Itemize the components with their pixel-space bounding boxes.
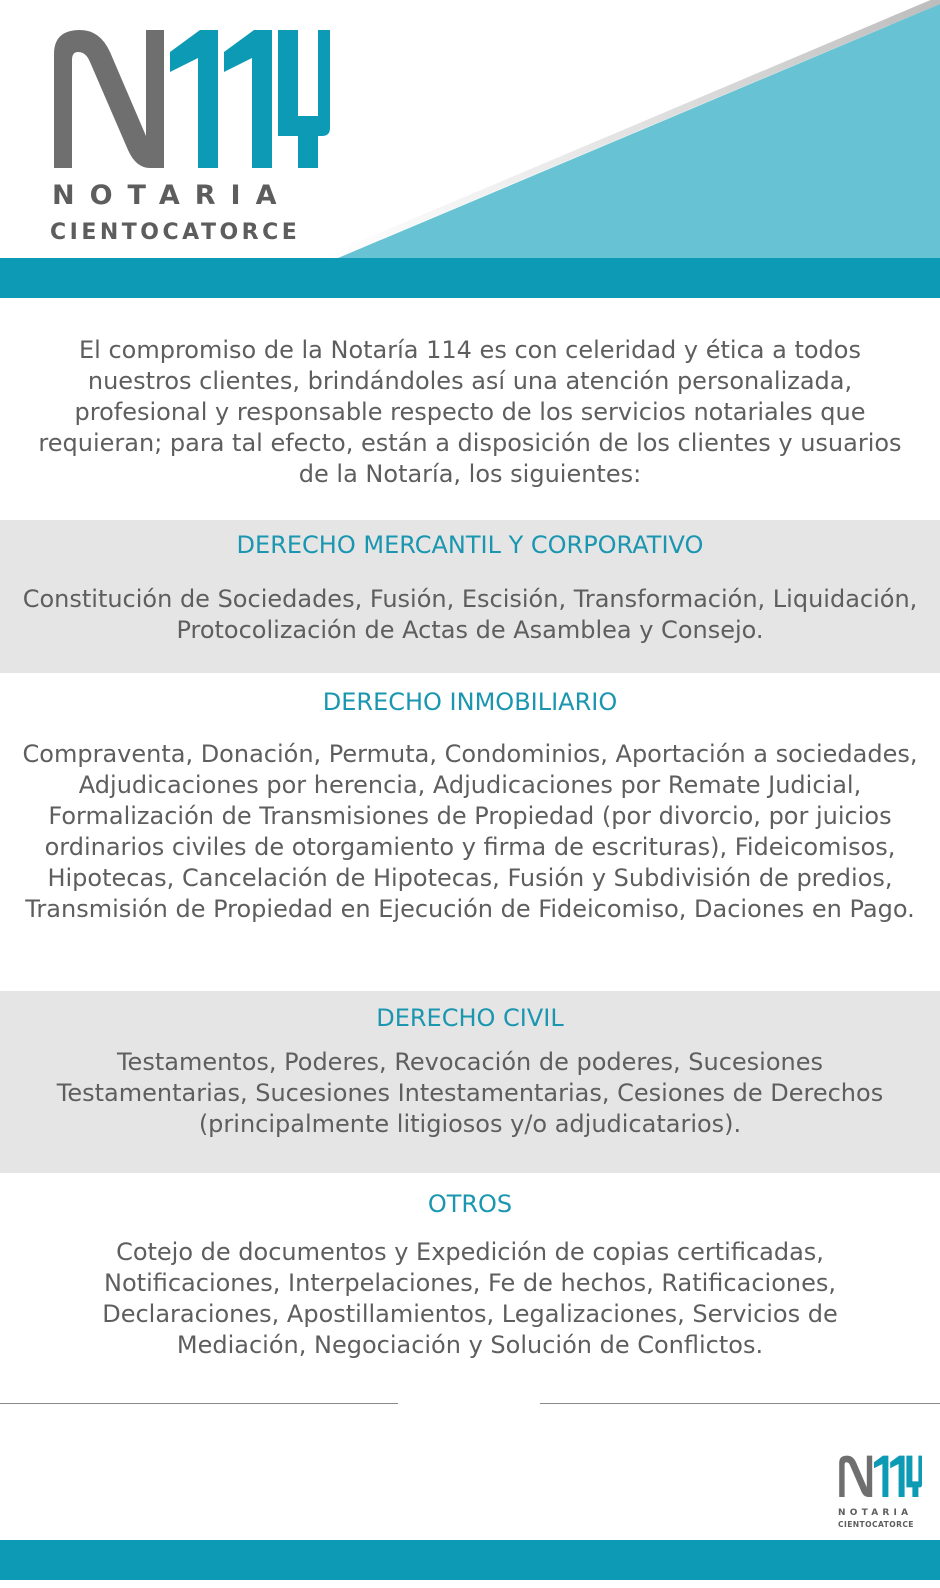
notaria-logo (50, 28, 330, 168)
divider-right (540, 1403, 940, 1404)
section-civil (0, 991, 940, 1173)
small-brand-subtitle: CIENTOCATORCE (838, 1520, 914, 1529)
section-title: DERECHO CIVIL (376, 1004, 564, 1032)
section-mercantil (0, 520, 940, 673)
logo-one-shape (170, 30, 218, 168)
small-notaria-logo (838, 1455, 928, 1535)
logo-n-shape (54, 30, 164, 168)
logo-one-shape-2 (224, 30, 272, 168)
logo-four-shape (278, 30, 330, 168)
section-body: Compraventa, Donación, Permuta, Condominios, Aportación a sociedades, Adjudicaciones por herencia, Adjudicaciones por Remate Judicial, Formalización de Transmisiones de Propiedad (por divorcio, por juicios ordinarios civiles de otorgamiento y firma de escrituras), Fideicomisos, Hipotecas, Cancelación de Hipotecas, Fusión y Subdivisión de predios, Transmisión de Propiedad en Ejecución de Fideicomiso, Daciones en Pago. (22, 740, 918, 923)
small-logo-number: 114 (838, 1455, 840, 1456)
logo-number: 114 (50, 28, 52, 29)
section-title: OTROS (427, 1190, 513, 1218)
header (0, 0, 940, 300)
brand-subtitle: CIENTOCATORCE (50, 220, 301, 245)
section-body: Testamentos, Poderes, Revocación de poderes, Sucesiones Testamentarias, Sucesiones Intestamentarias, Cesiones de Derechos (principalmente litigiosos y/o adjudicatarios). (56, 1048, 884, 1138)
section-body: Constitución de Sociedades, Fusión, Escisión, Transformación, Liquidación, Protocolización de Actas de Asamblea y Consejo. (22, 585, 918, 644)
section-body: Cotejo de documentos y Expedición de copias certificadas, Notificaciones, Interpelaciones, Fe de hechos, Ratificaciones, Declaraciones, Apostillamientos, Legalizaciones, Servicios de Mediación, Negociación y Solución de Conflictos. (102, 1238, 838, 1359)
section-inmobiliario (0, 673, 940, 991)
brand-word: NOTARIA (52, 180, 292, 211)
section-title: DERECHO MERCANTIL Y CORPORATIVO (236, 531, 704, 559)
divider-left (0, 1403, 398, 1404)
intro-paragraph: El compromiso de la Notaría 114 es con celeridad y ética a todos nuestros clientes, brindándoles así una atención personalizada, profesional y responsable respecto de los servicios notariales que requieran; para tal efecto, están a disposición de los clientes y usuarios de la Notaría, los siguientes: (38, 336, 902, 488)
header-triangle (338, 4, 940, 258)
section-title: DERECHO INMOBILIARIO (322, 688, 618, 716)
header-bar (0, 258, 940, 298)
footer-bar (0, 1540, 940, 1580)
small-brand-word: NOTARIA (838, 1508, 913, 1518)
section-otros (0, 1173, 940, 1383)
